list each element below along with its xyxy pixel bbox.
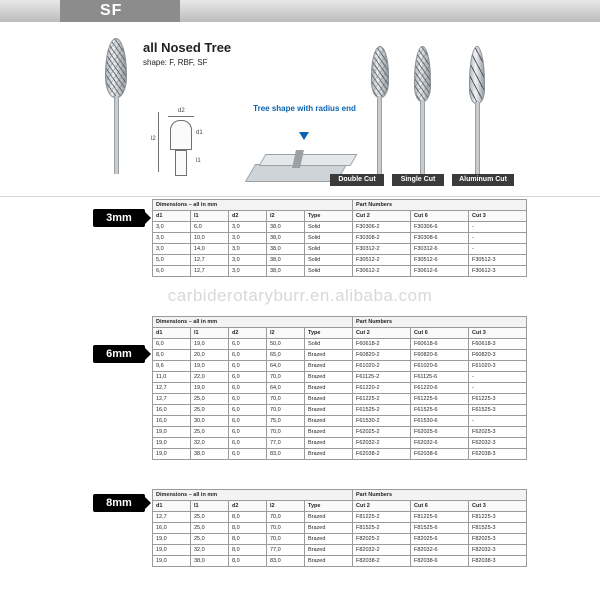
cell-d2: 3,0	[229, 255, 267, 266]
cell-l1: 30,0	[191, 416, 229, 427]
cell-cut6: F82025-6	[411, 534, 469, 545]
table-column-header-row	[153, 501, 527, 512]
col-d2: d2	[229, 501, 267, 512]
cell-l1: 6,0	[191, 222, 229, 233]
table-row	[153, 394, 527, 405]
cell-l2: 70,0	[267, 534, 305, 545]
cell-cut2: F62038-2	[353, 449, 411, 460]
cell-type: Brazed	[305, 523, 353, 534]
cell-d1: 19,0	[153, 545, 191, 556]
table-row	[153, 427, 527, 438]
col-cut3: Cut 3	[469, 501, 527, 512]
tree-shape-note: Tree shape with radius end	[253, 104, 356, 113]
cell-cut3: F61525-3	[469, 405, 527, 416]
cell-d1: 6,0	[153, 266, 191, 277]
cell-l2: 38,0	[267, 255, 305, 266]
cell-l1: 20,0	[191, 350, 229, 361]
cell-d1: 5,0	[153, 255, 191, 266]
table-row	[153, 556, 527, 567]
cell-type: Brazed	[305, 383, 353, 394]
page-header	[0, 0, 600, 22]
cell-l1: 38,0	[191, 449, 229, 460]
cell-l2: 38,0	[267, 222, 305, 233]
cell-cut6: F30512-6	[411, 255, 469, 266]
cell-cut3: F62032-3	[469, 438, 527, 449]
cell-cut6: F30308-6	[411, 233, 469, 244]
cell-d1: 11,0	[153, 372, 191, 383]
cell-d1: 16,0	[153, 405, 191, 416]
cell-d2: 8,0	[229, 523, 267, 534]
cell-cut2: F82032-2	[353, 545, 411, 556]
cell-cut3: -	[469, 233, 527, 244]
shape-headline: all Nosed Tree	[143, 40, 232, 55]
size-tag-6mm: 6mm	[93, 345, 145, 363]
cell-type: Brazed	[305, 416, 353, 427]
burr-illustration-single-cut	[408, 46, 438, 186]
cell-l1: 25,0	[191, 512, 229, 523]
cell-d1: 9,6	[153, 361, 191, 372]
table-row	[153, 438, 527, 449]
cell-d2: 3,0	[229, 266, 267, 277]
col-cut6: Cut 6	[411, 211, 469, 222]
cell-cut3: F61020-3	[469, 361, 527, 372]
cell-cut3: -	[469, 416, 527, 427]
cell-d1: 12,7	[153, 512, 191, 523]
col-type: Type	[305, 501, 353, 512]
page-title: SF	[100, 2, 123, 19]
illustration-area	[0, 22, 600, 197]
cell-l2: 70,0	[267, 512, 305, 523]
cell-cut6: F30312-6	[411, 244, 469, 255]
note-arrow-icon	[299, 132, 309, 140]
cell-cut6: F62038-6	[411, 449, 469, 460]
cell-cut6: F81225-6	[411, 512, 469, 523]
table-row	[153, 534, 527, 545]
cell-l2: 50,0	[267, 339, 305, 350]
cell-cut6: F61220-6	[411, 383, 469, 394]
col-l1: l1	[191, 501, 229, 512]
burr-illustration-aluminum-cut	[463, 46, 493, 186]
cell-d2: 6,0	[229, 416, 267, 427]
cell-d2: 6,0	[229, 372, 267, 383]
cell-d2: 6,0	[229, 394, 267, 405]
cell-l2: 77,0	[267, 545, 305, 556]
cell-type: Brazed	[305, 372, 353, 383]
cell-cut3: -	[469, 222, 527, 233]
cell-type: Brazed	[305, 512, 353, 523]
cell-cut3: F30612-3	[469, 266, 527, 277]
cell-l1: 25,0	[191, 534, 229, 545]
cell-l2: 38,0	[267, 244, 305, 255]
cell-type: Solid	[305, 233, 353, 244]
cut-label-single: Single Cut	[392, 174, 444, 186]
cell-cut6: F62025-6	[411, 427, 469, 438]
cell-type: Solid	[305, 222, 353, 233]
cell-cut6: F61020-6	[411, 361, 469, 372]
cell-d1: 16,0	[153, 416, 191, 427]
cell-cut6: F30306-6	[411, 222, 469, 233]
cell-cut6: F81525-6	[411, 523, 469, 534]
cell-d1: 6,0	[153, 339, 191, 350]
cell-d1: 3,0	[153, 222, 191, 233]
group-header-dimensions: Dimensions – all in mm	[153, 317, 353, 328]
col-cut6: Cut 6	[411, 501, 469, 512]
cell-cut2: F60618-2	[353, 339, 411, 350]
table-group-header-row	[153, 200, 527, 211]
cell-d1: 12,7	[153, 383, 191, 394]
cell-l2: 64,0	[267, 383, 305, 394]
shape-subline: shape: F, RBF, SF	[143, 58, 208, 67]
cell-d2: 3,0	[229, 244, 267, 255]
table-row	[153, 449, 527, 460]
cell-d2: 6,0	[229, 449, 267, 460]
col-type: Type	[305, 328, 353, 339]
cell-cut6: F61225-6	[411, 394, 469, 405]
cell-l1: 14,0	[191, 244, 229, 255]
cell-d2: 6,0	[229, 405, 267, 416]
cell-l1: 25,0	[191, 427, 229, 438]
col-cut3: Cut 3	[469, 328, 527, 339]
cell-l2: 77,0	[267, 438, 305, 449]
cell-cut3: F62038-3	[469, 449, 527, 460]
cell-cut2: F81225-2	[353, 512, 411, 523]
dim-label-l2: l2	[151, 136, 156, 142]
table-column-header-row	[153, 211, 527, 222]
cell-l1: 25,0	[191, 523, 229, 534]
cell-type: Brazed	[305, 534, 353, 545]
cell-cut2: F61220-2	[353, 383, 411, 394]
dim-label-d1: d1	[196, 130, 203, 136]
table-group-header-row	[153, 317, 527, 328]
table-row	[153, 222, 527, 233]
cell-cut2: F30306-2	[353, 222, 411, 233]
cell-d2: 8,0	[229, 556, 267, 567]
burr-illustration-main	[95, 30, 135, 175]
cell-l1: 19,0	[191, 361, 229, 372]
cell-d2: 6,0	[229, 427, 267, 438]
divider-top	[0, 196, 600, 197]
cell-l2: 64,0	[267, 361, 305, 372]
col-d1: d1	[153, 328, 191, 339]
cell-type: Solid	[305, 255, 353, 266]
table-row	[153, 523, 527, 534]
cell-cut3: -	[469, 383, 527, 394]
cell-cut6: F61125-6	[411, 372, 469, 383]
cell-cut6: F30612-6	[411, 266, 469, 277]
table-row	[153, 361, 527, 372]
cell-l1: 12,7	[191, 266, 229, 277]
cell-d2: 8,0	[229, 512, 267, 523]
dimension-diagram	[150, 110, 210, 188]
cell-l2: 70,0	[267, 405, 305, 416]
cell-type: Brazed	[305, 427, 353, 438]
cell-l1: 32,0	[191, 438, 229, 449]
cell-d2: 6,0	[229, 438, 267, 449]
cell-cut6: F60618-6	[411, 339, 469, 350]
table-row	[153, 244, 527, 255]
cell-l1: 25,0	[191, 394, 229, 405]
cell-type: Brazed	[305, 405, 353, 416]
cell-l2: 65,0	[267, 350, 305, 361]
cell-d1: 12,7	[153, 394, 191, 405]
cell-d1: 19,0	[153, 427, 191, 438]
cell-cut3: F81525-3	[469, 523, 527, 534]
cell-l1: 25,0	[191, 405, 229, 416]
cell-l1: 32,0	[191, 545, 229, 556]
cut-label-double: Double Cut	[330, 174, 384, 186]
cell-type: Solid	[305, 244, 353, 255]
col-l1: l1	[191, 328, 229, 339]
cell-cut2: F30612-2	[353, 266, 411, 277]
cell-d1: 19,0	[153, 556, 191, 567]
table-row	[153, 383, 527, 394]
table-row	[153, 405, 527, 416]
cell-d1: 8,0	[153, 350, 191, 361]
table-row	[153, 416, 527, 427]
dim-label-d2: d2	[178, 108, 185, 114]
col-l2: l2	[267, 501, 305, 512]
col-cut2: Cut 2	[353, 501, 411, 512]
group-header-dimensions: Dimensions – all in mm	[153, 200, 353, 211]
cell-cut3: F62025-3	[469, 427, 527, 438]
col-cut2: Cut 2	[353, 211, 411, 222]
cell-cut2: F61225-2	[353, 394, 411, 405]
table-row	[153, 372, 527, 383]
cell-type: Brazed	[305, 350, 353, 361]
cell-cut2: F81525-2	[353, 523, 411, 534]
cell-cut2: F62032-2	[353, 438, 411, 449]
cell-l1: 19,0	[191, 339, 229, 350]
watermark: carbiderotaryburr.en.alibaba.com	[167, 286, 433, 305]
cell-d1: 19,0	[153, 449, 191, 460]
spec-table-8mm	[152, 489, 527, 567]
cell-cut3: F82038-3	[469, 556, 527, 567]
cell-cut6: F82038-6	[411, 556, 469, 567]
cell-l1: 19,0	[191, 383, 229, 394]
spec-table-3mm	[152, 199, 527, 277]
cell-type: Brazed	[305, 438, 353, 449]
cell-d1: 19,0	[153, 534, 191, 545]
cell-cut6: F61525-6	[411, 405, 469, 416]
cell-cut2: F30308-2	[353, 233, 411, 244]
cell-cut2: F60820-2	[353, 350, 411, 361]
cell-type: Brazed	[305, 556, 353, 567]
col-d1: d1	[153, 501, 191, 512]
cell-type: Brazed	[305, 449, 353, 460]
cell-l2: 38,0	[267, 233, 305, 244]
table-row	[153, 545, 527, 556]
cell-cut6: F60820-6	[411, 350, 469, 361]
cell-cut3: F60618-3	[469, 339, 527, 350]
table-row	[153, 255, 527, 266]
group-header-partnumbers: Part Numbers	[353, 317, 527, 328]
cell-cut2: F61525-2	[353, 405, 411, 416]
cell-type: Solid	[305, 266, 353, 277]
cell-l2: 38,0	[267, 266, 305, 277]
cell-cut3: F30512-3	[469, 255, 527, 266]
cell-d1: 3,0	[153, 233, 191, 244]
col-d2: d2	[229, 328, 267, 339]
col-cut2: Cut 2	[353, 328, 411, 339]
cell-l2: 70,0	[267, 394, 305, 405]
cell-cut3: F81225-3	[469, 512, 527, 523]
cell-d2: 6,0	[229, 350, 267, 361]
burr-illustration-double-cut	[365, 46, 395, 186]
col-l2: l2	[267, 328, 305, 339]
cell-l2: 83,0	[267, 449, 305, 460]
table-row	[153, 350, 527, 361]
table-row	[153, 512, 527, 523]
cell-l2: 75,0	[267, 416, 305, 427]
table-row	[153, 266, 527, 277]
cell-cut2: F61125-2	[353, 372, 411, 383]
cell-d1: 19,0	[153, 438, 191, 449]
cell-cut6: F62032-6	[411, 438, 469, 449]
group-header-dimensions: Dimensions – all in mm	[153, 490, 353, 501]
cell-cut3: -	[469, 244, 527, 255]
cell-l1: 38,0	[191, 556, 229, 567]
col-l1: l1	[191, 211, 229, 222]
cell-cut2: F82038-2	[353, 556, 411, 567]
cell-d2: 6,0	[229, 361, 267, 372]
cell-d2: 8,0	[229, 545, 267, 556]
table-column-header-row	[153, 328, 527, 339]
col-type: Type	[305, 211, 353, 222]
cell-l2: 70,0	[267, 427, 305, 438]
cell-d2: 3,0	[229, 222, 267, 233]
cell-cut2: F30512-2	[353, 255, 411, 266]
cell-d1: 3,0	[153, 244, 191, 255]
cell-cut2: F30312-2	[353, 244, 411, 255]
cell-d1: 16,0	[153, 523, 191, 534]
cell-cut3: F82032-3	[469, 545, 527, 556]
cell-type: Brazed	[305, 394, 353, 405]
table-row	[153, 233, 527, 244]
cell-cut6: F61530-6	[411, 416, 469, 427]
cell-l1: 10,0	[191, 233, 229, 244]
size-tag-3mm: 3mm	[93, 209, 145, 227]
col-cut6: Cut 6	[411, 328, 469, 339]
cell-d2: 3,0	[229, 233, 267, 244]
spec-table-6mm	[152, 316, 527, 460]
cell-cut3: F60820-3	[469, 350, 527, 361]
cell-cut3: F82025-3	[469, 534, 527, 545]
col-d2: d2	[229, 211, 267, 222]
cell-cut2: F82025-2	[353, 534, 411, 545]
cell-l2: 70,0	[267, 523, 305, 534]
cell-type: Solid	[305, 339, 353, 350]
table-group-header-row	[153, 490, 527, 501]
cell-d2: 6,0	[229, 339, 267, 350]
cell-type: Brazed	[305, 361, 353, 372]
cell-cut6: F82032-6	[411, 545, 469, 556]
table-row	[153, 339, 527, 350]
cut-label-aluminum: Aluminum Cut	[452, 174, 514, 186]
cell-cut3: F61225-3	[469, 394, 527, 405]
cell-cut2: F61020-2	[353, 361, 411, 372]
size-tag-8mm: 8mm	[93, 494, 145, 512]
cell-cut2: F61530-2	[353, 416, 411, 427]
cell-l1: 22,0	[191, 372, 229, 383]
col-d1: d1	[153, 211, 191, 222]
cell-l2: 70,0	[267, 372, 305, 383]
dim-label-l1: l1	[196, 158, 201, 164]
cell-l1: 12,7	[191, 255, 229, 266]
cell-cut3: -	[469, 372, 527, 383]
group-header-partnumbers: Part Numbers	[353, 490, 527, 501]
cell-type: Brazed	[305, 545, 353, 556]
cell-l2: 83,0	[267, 556, 305, 567]
col-cut3: Cut 3	[469, 211, 527, 222]
cell-d2: 8,0	[229, 534, 267, 545]
cell-cut2: F62025-2	[353, 427, 411, 438]
col-l2: l2	[267, 211, 305, 222]
group-header-partnumbers: Part Numbers	[353, 200, 527, 211]
cell-d2: 6,0	[229, 383, 267, 394]
